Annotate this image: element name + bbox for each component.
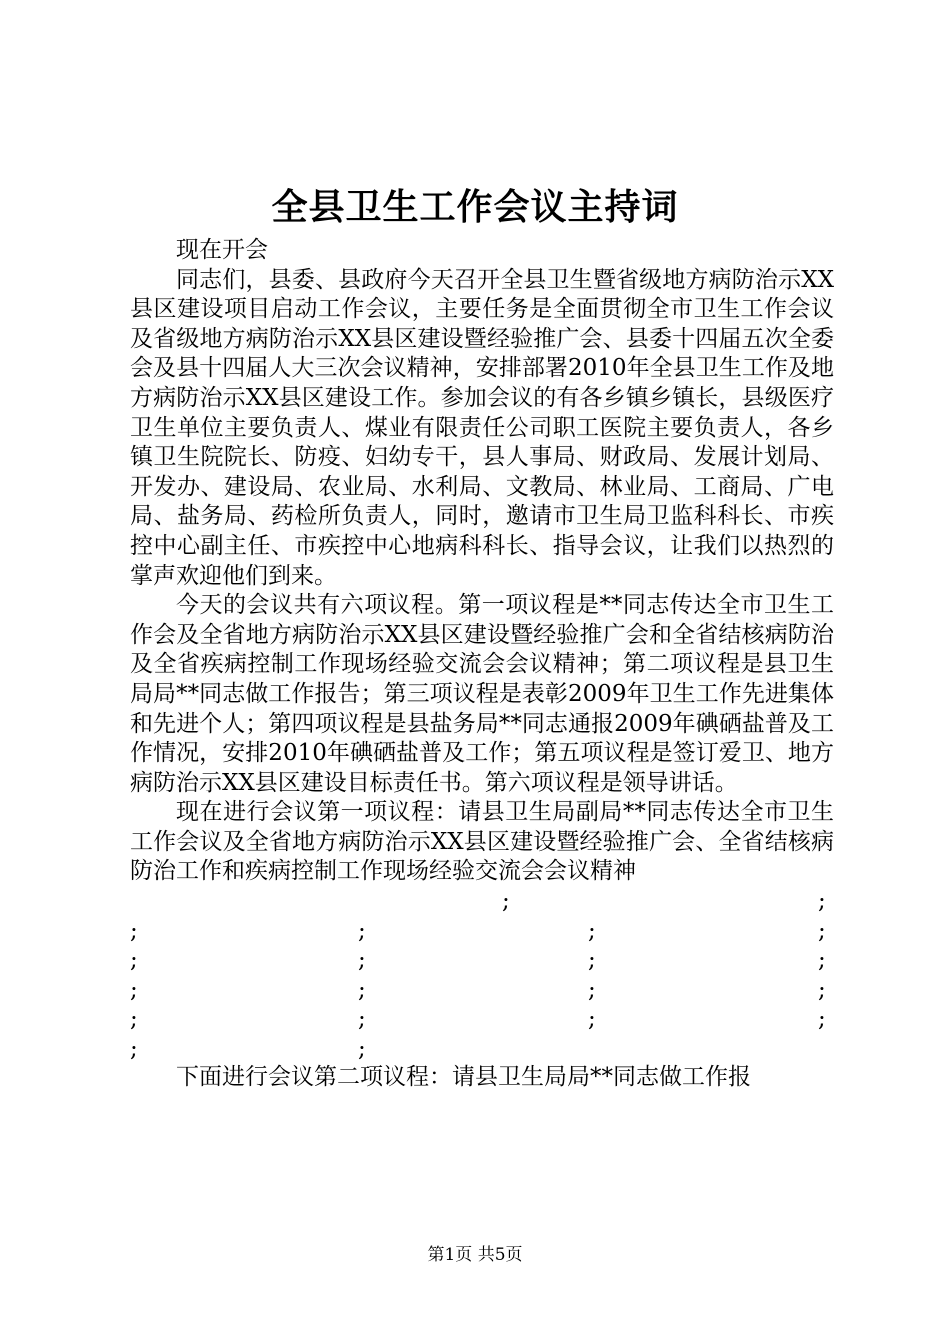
semicolon-mark: ; xyxy=(502,888,510,915)
paragraph-first-item: 现在进行会议第一项议程：请县卫生局副局**同志传达全市卫生工作会议及全省地方病防治示XX县区建设暨经验推广会、全省结核病防治工作和疾病控制工作现场经验交流会会议精神 xyxy=(130,799,834,885)
semicolon-mark: ; xyxy=(130,1006,138,1033)
semicolon-mark: ; xyxy=(358,917,366,944)
semicolon-mark: ; xyxy=(358,976,366,1003)
paragraph-agenda: 今天的会议共有六项议程。第一项议程是**同志传达全市卫生工作会及全省地方病防治示XX县区建设暨经验推广会和全省结核病防治及全省疾病控制工作现场经验交流会会议精神；第二项议程是县卫生局局**同志做工作报告；第三项议程是表彰2009年卫生工作先进集体和先进个人；第四项议程是县盐务局**同志通报2009年碘硒盐普及工作情况，安排2010年碘硒盐普及工作；第五项议程是签订爱卫、地方病防治示XX县区建设目标责任书。第六项议程是领导讲话。 xyxy=(130,592,834,796)
semicolon-placeholder-grid xyxy=(130,887,834,1063)
semicolon-mark: ; xyxy=(818,917,826,944)
semicolon-mark: ; xyxy=(358,1036,366,1063)
semicolon-mark: ; xyxy=(130,917,138,944)
semicolon-mark: ; xyxy=(588,1006,596,1033)
paragraph-introduction: 同志们，县委、县政府今天召开全县卫生暨省级地方病防治示XX县区建设项目启动工作会议，主要任务是全面贯彻全市卫生工作会议及省级地方病防治示XX县区建设暨经验推广会、县委十四届五次全委会及县十四届人大三次会议精神，安排部署2010年全县卫生工作及地方病防治示XX县区建设工作。参加会议的有各乡镇乡镇长，县级医疗卫生单位主要负责人、煤业有限责任公司职工医院主要负责人，各乡镇卫生院院长、防疫、妇幼专干，县人事局、财政局、发展计划局、开发办、建设局、农业局、水利局、文教局、林业局、工商局、广电局、盐务局、药检所负责人，同时，邀请市卫生局卫监科科长、市疾控中心副主任、市疾控中心地病科科长、指导会议，让我们以热烈的掌声欢迎他们到来。 xyxy=(130,266,834,589)
paragraph-second-item: 下面进行会议第二项议程：请县卫生局局**同志做工作报 xyxy=(176,1064,751,1091)
semicolon-mark: ; xyxy=(588,976,596,1003)
semicolon-mark: ; xyxy=(130,976,138,1003)
semicolon-mark: ; xyxy=(358,947,366,974)
semicolon-mark: ; xyxy=(818,1006,826,1033)
page-indicator: 第1页 共5页 xyxy=(427,1245,523,1265)
semicolon-mark: ; xyxy=(818,976,826,1003)
semicolon-mark: ; xyxy=(588,947,596,974)
semicolon-mark: ; xyxy=(588,917,596,944)
semicolon-mark: ; xyxy=(358,1006,366,1033)
document-title: 全县卫生工作会议主持词 xyxy=(271,186,679,228)
semicolon-mark: ; xyxy=(818,947,826,974)
paragraph-opening: 现在开会 xyxy=(176,237,268,263)
semicolon-mark: ; xyxy=(818,888,826,915)
semicolon-mark: ; xyxy=(130,947,138,974)
semicolon-mark: ; xyxy=(130,1036,138,1063)
document-body xyxy=(130,236,834,1093)
